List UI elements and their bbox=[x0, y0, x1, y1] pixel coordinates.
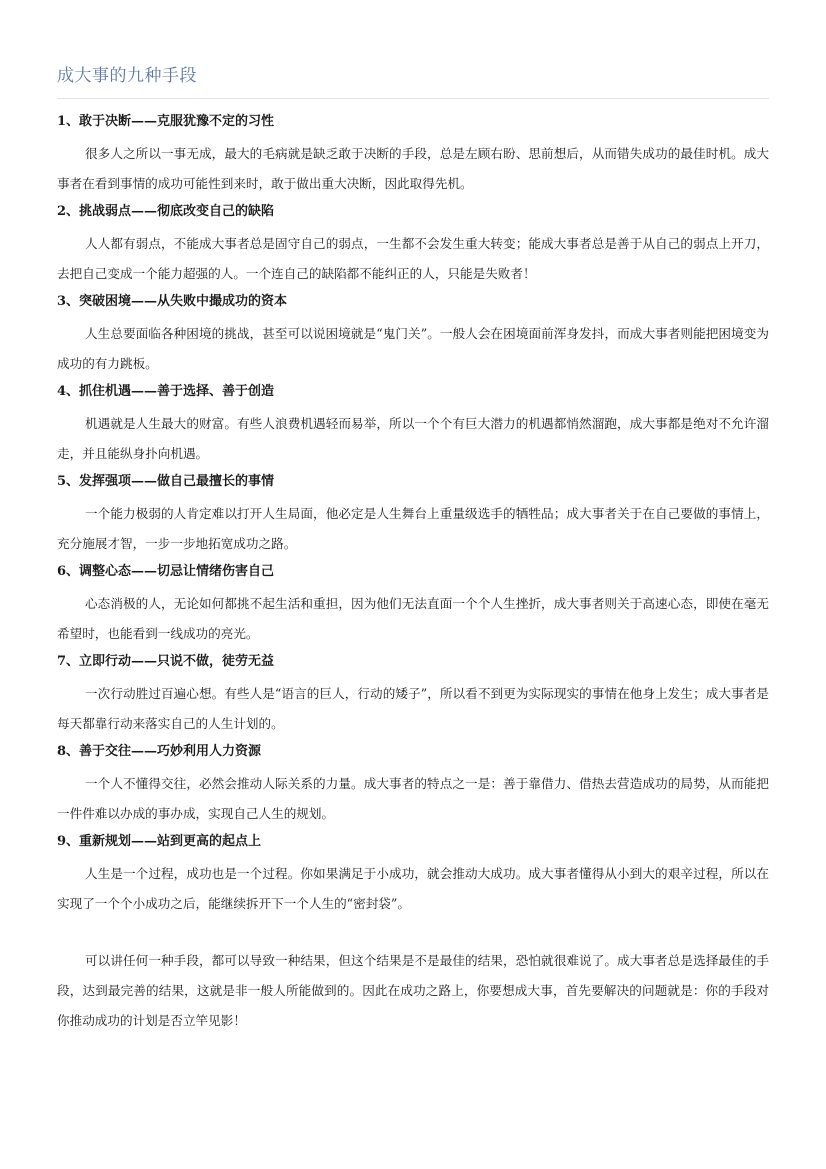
section-heading: 1、敢于决断——克服犹豫不定的习性 bbox=[57, 114, 275, 129]
section-4 bbox=[57, 379, 769, 469]
section-heading: 5、发挥强项——做自己最擅长的事情 bbox=[57, 474, 275, 489]
section-body: 人人都有弱点，不能成大事者总是固守自己的弱点，一生都不会发生重大转变；能成大事者总是善于从自己的弱点上开刀，去把自己变成一个能力超强的人。一个连自己的缺陷都不能纠正的人，只能是失败者！ bbox=[57, 236, 769, 281]
section-heading: 2、挑战弱点——彻底改变自己的缺陷 bbox=[57, 204, 275, 219]
conclusion-paragraph: 可以讲任何一种手段，都可以导致一种结果，但这个结果是不是最佳的结果，恐怕就很难说了。成大事者总是选择最佳的手段，达到最完善的结果，这就是非一般人所能做到的。因此在成功之路上，你要想成大事，首先要解决的问题就是：你的手段对你推动成功的计划是否立竿见影！ bbox=[57, 953, 769, 1028]
section-body: 人生总要面临各种困境的挑战，甚至可以说困境就是“鬼门关”。一般人会在困境面前浑身发抖，而成大事者则能把困境变为成功的有力跳板。 bbox=[57, 326, 769, 371]
section-body: 人生是一个过程，成功也是一个过程。你如果满足于小成功，就会推动大成功。成大事者懂得从小到大的艰辛过程，所以在实现了一个个小成功之后，能继续拆开下一个人生的“密封袋”。 bbox=[57, 866, 769, 911]
section-2 bbox=[57, 199, 769, 289]
section-body: 心态消极的人，无论如何都挑不起生活和重担，因为他们无法直面一个个人生挫折，成大事者则关于高速心态，即使在毫无希望时，也能看到一线成功的亮光。 bbox=[57, 596, 769, 641]
section-3 bbox=[57, 289, 769, 379]
section-heading: 6、调整心态——切忌让情绪伤害自己 bbox=[57, 564, 275, 579]
sections-list bbox=[57, 109, 769, 919]
section-heading: 4、抓住机遇——善于选择、善于创造 bbox=[57, 384, 275, 399]
section-heading: 8、善于交往——巧妙利用人力资源 bbox=[57, 744, 262, 759]
section-body: 一次行动胜过百遍心想。有些人是“语言的巨人，行动的矮子”，所以看不到更为实际现实的事情在他身上发生；成大事者是每天都靠行动来落实自己的人生计划的。 bbox=[57, 686, 769, 731]
section-1 bbox=[57, 109, 769, 199]
section-body: 一个能力极弱的人肯定难以打开人生局面，他必定是人生舞台上重量级选手的牺牲品；成大事者关于在自己要做的事情上，充分施展才智，一步一步地拓宽成功之路。 bbox=[57, 506, 769, 551]
section-7 bbox=[57, 649, 769, 739]
section-heading: 7、立即行动——只说不做，徒劳无益 bbox=[57, 654, 275, 669]
section-heading: 3、突破困境——从失败中撮成功的资本 bbox=[57, 294, 288, 309]
section-body: 一个人不懂得交往，必然会推动人际关系的力量。成大事者的特点之一是：善于靠借力、借热去营造成功的局势，从而能把一件件难以办成的事办成，实现自己人生的规划。 bbox=[57, 776, 769, 821]
section-heading: 9、重新规划——站到更高的起点上 bbox=[57, 834, 262, 849]
section-body: 机遇就是人生最大的财富。有些人浪费机遇轻而易举，所以一个个有巨大潜力的机遇都悄然溜跑，成大事都是绝对不允许溜走，并且能纵身扑向机遇。 bbox=[57, 416, 769, 461]
title-divider bbox=[57, 98, 769, 99]
section-8 bbox=[57, 739, 769, 829]
page-title: 成大事的九种手段 bbox=[57, 66, 197, 86]
section-5 bbox=[57, 469, 769, 559]
section-6 bbox=[57, 559, 769, 649]
section-9 bbox=[57, 829, 769, 919]
section-body: 很多人之所以一事无成，最大的毛病就是缺乏敢于决断的手段，总是左顾右盼、思前想后，从而错失成功的最佳时机。成大事者在看到事情的成功可能性到来时，敢于做出重大决断，因此取得先机。 bbox=[57, 146, 769, 191]
